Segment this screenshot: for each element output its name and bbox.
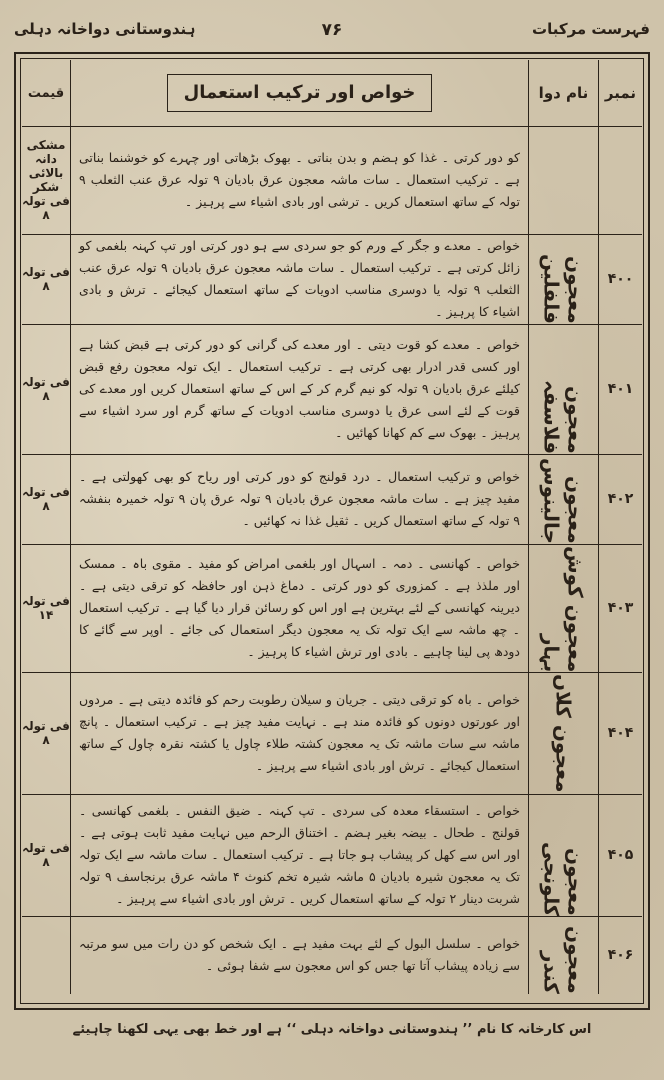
row-description: خواص ۔ معدے و جگر کے ورم کو جو سردی سے ہو دور کرتی اور تپ کہنہ بلغمی کو زائل کرتی ہے ۔ ترکیب استعمال ۔ سات ماشہ معجون عرق بادیان ۹ تولہ عرق عنب الثعلب ۹ تولہ یا دوسری مناسب ادویات کے ساتھ استعمال کیجائے ۔ ترش و بادی اشیاء کا پرہیز ۔ <box>70 234 528 324</box>
price-line: ۸ <box>42 855 50 869</box>
row-name: معجون کندر <box>528 916 598 994</box>
price-line: ۸ <box>42 499 50 513</box>
row-price <box>22 672 70 794</box>
header-section-title: فہرست مرکبات <box>532 20 650 38</box>
row-description: خواص و ترکیب استعمال ۔ درد قولنج کو دور کرتی اور ریاح کو بھی کھولتی ہے ۔ مفید چیز ہے ۔ سات ماشہ معجون عرق بادیان ۹ تولہ عرق پان ۹ تولہ خمیرہ بنفشہ ۹ تولہ کے ساتھ استعمال کریں ۔ ثقیل غذا نہ کھائیں ۔ <box>70 454 528 544</box>
row-number: ۴۰۳ <box>598 544 642 672</box>
price-line: ۸ <box>42 733 50 747</box>
price-line: ۸ <box>42 279 50 293</box>
row-number: ۴۰۵ <box>598 794 642 916</box>
price-line: فی تولہ <box>22 265 70 279</box>
price-line: بالائی شکر <box>28 166 64 194</box>
page-number: ۷۶ <box>321 20 343 40</box>
row-name: معجون فلفلین <box>528 234 598 324</box>
header-price: قیمت <box>27 85 65 101</box>
row-description: خواص ۔ باہ کو ترقی دیتی ۔ جریان و سیلان رطوبت رحم کو فائدہ دیتی ہے ۔ مردوں اور عورتوں دونوں کو فائدہ مند ہے ۔ نہایت مفید چیز ہے ۔ ترکیب استعمال ۔ پانچ ماشہ سے سات ماشہ تک یہ معجون کشتہ طلاء چاول یا کشتہ نقرہ چاول کے ساتھ استعمال کیجائے ۔ ترش اور بادی اشیاء سے پرہیز ۔ <box>70 672 528 794</box>
row-description: کو دور کرتی ۔ غذا کو ہضم و بدن بناتی ۔ بھوک بڑھاتی اور چہرے کو خوشنما بناتی ہے ۔ ترکیب استعمال ۔ سات ماشہ معجون عرق بادیان ۹ تولہ عرق عنب الثعلب ۹ تولہ کے ساتھ استعمال کریں ۔ ترشی اور بادی اشیاء سے پرہیز ۔ <box>70 126 528 234</box>
table-row <box>22 324 642 455</box>
row-description: خواص ۔ معدے کو قوت دیتی ۔ اور معدے کی گرانی کو دور کرتی ہے قبض کشا ہے اور کسی قدر ادرار بھی کرتی ہے ۔ ترکیب استعمال ۔ ایک تولہ معجون رفع قبض کیلئے عرق بادیان ۹ تولہ کو نیم گرم کر کے اس کے ساتھ استعمال کریں اور معدے کی قوت کے لئے اسی عرق یا دوسری مناسب ادویات کے ساتھ گرم اور سرد اشیاء سے پرہیز ۔ بھوک سے کم کھانا کھائیں ۔ <box>70 324 528 454</box>
price-line: فی تولہ <box>22 719 70 733</box>
row-name: معجون کلونجی <box>528 794 598 916</box>
row-price <box>22 234 70 324</box>
table-row <box>22 544 642 673</box>
row-price <box>22 126 70 234</box>
row-price <box>22 324 70 454</box>
price-line: فی تولہ ۸ <box>22 194 70 222</box>
table-grid <box>22 60 642 1002</box>
page-header <box>14 20 650 50</box>
header-description-label: خواص اور ترکیب استعمال <box>167 74 433 112</box>
row-price <box>22 916 70 994</box>
header-number: نمبر <box>598 60 642 126</box>
row-price <box>22 544 70 672</box>
table-row <box>22 126 642 235</box>
row-description: خواص ۔ سلسل البول کے لئے بہت مفید ہے ۔ ایک شخص کو دن رات میں سو مرتبہ سے زیادہ پیشاب آتا تھا جس کو اس معجون سے شفا ہوئی ۔ <box>70 916 528 994</box>
price-line: ۸ <box>42 389 50 403</box>
table-row <box>22 454 642 545</box>
row-name: معجون فلاسفہ <box>528 324 598 454</box>
row-number: ۴۰۲ <box>598 454 642 544</box>
row-name: معجون کلاں <box>528 672 598 794</box>
price-line: فی تولہ <box>22 485 70 499</box>
row-price <box>22 794 70 916</box>
price-line: مشکی دانہ <box>26 138 66 166</box>
medicine-table <box>14 52 650 1010</box>
table-row <box>22 234 642 325</box>
table-row <box>22 916 642 994</box>
row-number: ۴۰۰ <box>598 234 642 324</box>
row-name <box>528 126 598 234</box>
row-name: معجون کوش بہار <box>528 544 598 672</box>
row-number: ۴۰۶ <box>598 916 642 994</box>
table-header-row <box>22 60 642 127</box>
row-price <box>22 454 70 544</box>
row-number: ۴۰۱ <box>598 324 642 454</box>
price-line: فی تولہ <box>22 594 70 608</box>
row-description: خواص ۔ کھانسی ۔ دمہ ۔ اسہال اور بلغمی امراض کو مفید ۔ مقوی باہ ۔ ممسک اور ملذذ ہے ۔ کمزوری کو دور کرتی ۔ دماغ ذہن اور حافظہ کو ترقی دیتی ہے ۔ دیرینہ کھانسی کے لئے بہترین ہے اور اس کو رسائن قرار دیا گیا ہے ۔ ترکیب استعمال ۔ چھ ماشہ سے ایک تولہ تک یہ معجون دیگر استعمال کی جائے ۔ اوپر سے گائے کا دودھ پی لینا چاہیے ۔ بادی اور ترش اشیاء کا پرہیز ۔ <box>70 544 528 672</box>
row-number: ۴۰۴ <box>598 672 642 794</box>
row-name: معجون جالینوس <box>528 454 598 544</box>
price-line: ۱۴ <box>38 608 54 622</box>
price-line: فی تولہ <box>22 375 70 389</box>
header-description <box>70 60 528 126</box>
table-row <box>22 794 642 917</box>
row-description: خواص ۔ استسقاء معدہ کی سردی ۔ تپ کہنہ ۔ ضیق النفس ۔ بلغمی کھانسی ۔ قولنج ۔ طحال ۔ بیضہ بغیر ہضم ۔ اختناق الرحم میں نہایت مفید ثابت ہوتی ہے ۔ اور اس سے کھل کر پیشاب ہو جاتا ہے ۔ ترکیب استعمال ۔ سات ماشہ سے ایک تولہ تک یہ معجون شیرہ بادیان ۵ ماشہ شیرہ تخم کنوث ۴ ماشہ عرق برنجاسف ۹ تولہ شربت دینار ۲ تولہ کے ساتھ استعمال کریں ۔ ترش اور بادی اشیاء سے پرہیز ۔ <box>70 794 528 916</box>
page-footer: اس کارخانہ کا نام ’’ ہندوستانی دواخانہ دہلی ‘‘ ہے اور خط بھی یہی لکھنا چاہیئے <box>72 1022 592 1037</box>
row-number <box>598 126 642 234</box>
header-publisher: ہندوستانی دواخانہ دہلی <box>14 20 196 38</box>
table-row <box>22 672 642 795</box>
price-line: فی تولہ <box>22 841 70 855</box>
header-name: نام دوا <box>528 60 598 126</box>
